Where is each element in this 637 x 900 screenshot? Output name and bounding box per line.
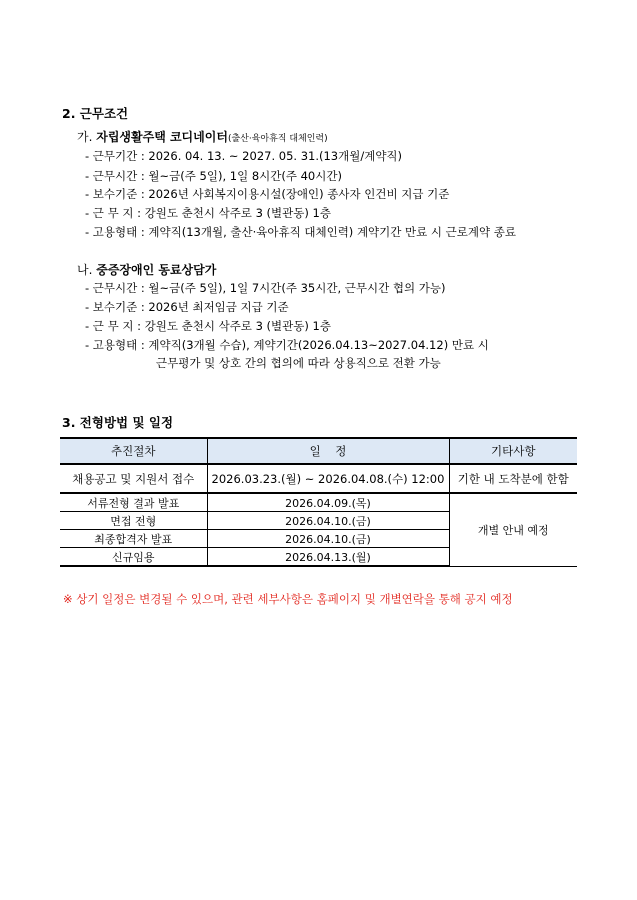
row-step: 면접 전형 [60, 512, 207, 530]
row-step: 서류전형 결과 발표 [60, 493, 207, 512]
row-note: 기한 내 도착분에 한함 [449, 464, 577, 493]
subsection-a-item-location: - 근 무 지 : 강원도 춘천시 삭주로 3 (별관동) 1층 [85, 206, 331, 220]
subsection-a-title [77, 128, 328, 145]
row-step: 신규임용 [60, 548, 207, 567]
subsection-b-heading: 중증장애인 동료상담가 [96, 263, 217, 277]
subsection-a-item-period: - 근무기간 : 2026. 04. 13. ~ 2027. 05. 31.(13개월/계약직) [85, 149, 403, 163]
table-row [60, 493, 577, 512]
subsection-b-prefix: 나. [77, 263, 97, 277]
merged-note-cell: 개별 안내 예정 [449, 493, 577, 566]
schedule-table [60, 437, 577, 567]
subsection-b-item-location: - 근 무 지 : 강원도 춘천시 삭주로 3 (별관동) 1층 [85, 319, 331, 333]
row-step: 채용공고 및 지원서 접수 [60, 464, 207, 493]
subsection-b-item-employment: - 고용형태 : 계약직(3개월 수습), 계약기간(2026.04.13~2027.04.12) 만료 시 [85, 338, 489, 352]
subsection-a-item-hours: - 근무시간 : 월~금(주 5일), 1일 8시간(주 40시간) [85, 169, 342, 183]
header-date: 일 정 [207, 438, 449, 464]
section-2-title: 2. 근무조건 [62, 106, 129, 121]
schedule-warning: ※ 상기 일정은 변경될 수 있으며, 관련 세부사항은 홈페이지 및 개별연락을 통해 공지 예정 [63, 592, 513, 606]
row-date: 2026.04.09.(목) [207, 493, 449, 512]
subsection-a-heading: 자립생활주택 코디네이터 [96, 130, 228, 144]
subsection-b-item-employment-cont: 근무평가 및 상호 간의 협의에 따라 상용직으로 전환 가능 [156, 356, 441, 370]
row-step: 최종합격자 발표 [60, 530, 207, 548]
row-date: 2026.04.10.(금) [207, 530, 449, 548]
subsection-a-item-employment: - 고용형태 : 계약직(13개월, 출산·육아휴직 대체인력) 계약기간 만료 시 근로계약 종료 [85, 225, 516, 239]
header-step: 추진절차 [60, 438, 207, 464]
header-note: 기타사항 [449, 438, 577, 464]
subsection-b-title [77, 261, 216, 278]
row-date: 2026.03.23.(월) ~ 2026.04.08.(수) 12:00 [207, 464, 449, 493]
row-date: 2026.04.10.(금) [207, 512, 449, 530]
subsection-a-item-pay: - 보수기준 : 2026년 사회복지이용시설(장애인) 종사자 인건비 지급 기준 [85, 187, 450, 201]
table-header-row [60, 438, 577, 464]
subsection-a-prefix: 가. [77, 130, 97, 144]
subsection-b-item-pay: - 보수기준 : 2026년 최저임금 지급 기준 [85, 300, 289, 314]
subsection-b-item-hours: - 근무시간 : 월~금(주 5일), 1일 7시간(주 35시간, 근무시간 협의 가능) [85, 281, 446, 295]
row-date: 2026.04.13.(월) [207, 548, 449, 567]
subsection-a-note: (출산·육아휴직 대체인력) [227, 134, 328, 144]
section-3-title: 3. 전형방법 및 일정 [62, 415, 174, 430]
table-row [60, 464, 577, 493]
